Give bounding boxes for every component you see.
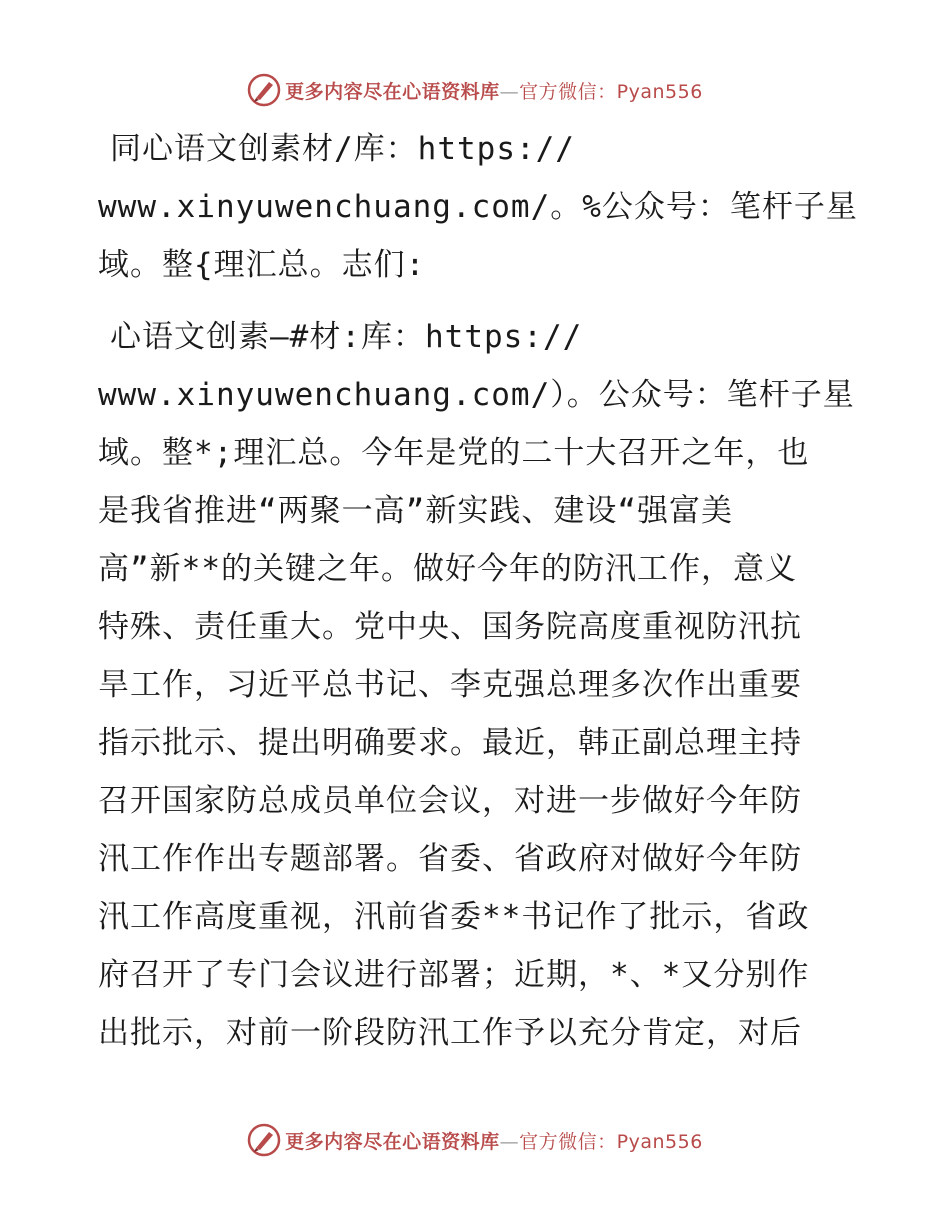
p2-line: 召开国家防总成员单位会议，对进一步做好今年防 [98, 783, 802, 819]
p2-line: 旱工作，习近平总书记、李克强总理多次作出重要 [98, 667, 802, 703]
p2-line: 特殊、责任重大。党中央、国务院高度重视防汛抗 [98, 609, 802, 645]
p2-line: 高”新**的关键之年。做好今年的防汛工作，意义 [98, 551, 797, 587]
p2-line: 出批示，对前一阶段防汛工作予以充分肯定，对后 [98, 1015, 802, 1051]
p2-line: 汛工作作出专题部署。省委、省政府对做好今年防 [98, 841, 802, 877]
footer-banner-wechat: 官方微信：Pyan556 [519, 1130, 703, 1153]
pen-logo-icon [247, 73, 281, 107]
p2-line: 域。整*;理汇总。今年是党的二十大召开之年，也 [98, 435, 810, 471]
header-banner-title: 更多内容尽在心语资料库 [285, 80, 500, 103]
header-banner-text [285, 77, 703, 104]
p1-line: 域。整{理汇总。志们: [98, 247, 426, 283]
p2-line: 是我省推进“两聚一高”新实践、建设“强富美 [98, 493, 733, 529]
p2-line: 汛工作高度重视，汛前省委**书记作了批示，省政 [98, 899, 810, 935]
header-banner-separator: — [499, 80, 520, 103]
header-banner-wechat: 官方微信：Pyan556 [519, 80, 703, 103]
p1-line: 同心语文创素材/库：https:// [110, 131, 575, 167]
footer-banner-title: 更多内容尽在心语资料库 [285, 1130, 500, 1153]
p2-line: 心语文创素—#材:库：https:// [110, 319, 583, 355]
p1-line: www.xinyuwenchuang.com/。%公众号：笔杆子星 [98, 189, 858, 225]
footer-banner-text [285, 1127, 703, 1154]
footer-banner [0, 1120, 950, 1160]
p2-line: 指示批示、提出明确要求。最近，韩正副总理主持 [98, 725, 802, 761]
document-body [98, 120, 858, 1062]
p2-line: www.xinyuwenchuang.com/）。公众号：笔杆子星 [98, 377, 855, 413]
header-banner [0, 70, 950, 110]
pen-logo-icon [247, 1123, 281, 1157]
footer-banner-separator: — [499, 1130, 520, 1153]
p2-line: 府召开了专门会议进行部署；近期，*、*又分别作 [98, 957, 810, 993]
